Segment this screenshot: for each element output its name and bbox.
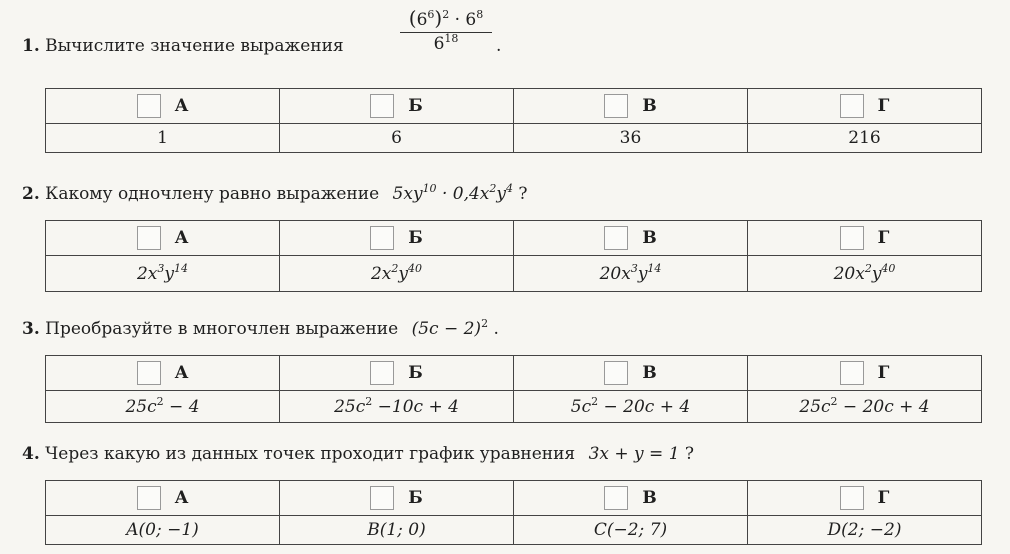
option-g-value: $25c^2 - 20c + 4$ — [748, 391, 982, 423]
checkbox-g[interactable] — [840, 226, 864, 250]
checkbox-g[interactable] — [840, 94, 864, 118]
answer-table-4 — [45, 480, 982, 545]
question-number: 4. — [22, 444, 40, 464]
option-a-header[interactable]: А — [46, 356, 280, 391]
question-text: Через какую из данных точек проходит график уравнения — [45, 444, 576, 464]
checkbox-a[interactable] — [137, 94, 161, 118]
option-v-header[interactable]: В — [514, 221, 748, 256]
fraction-numerator: $(6^6)^2 \cdot 6^8$ — [408, 6, 484, 30]
checkbox-a[interactable] — [137, 486, 161, 510]
option-v-value: $20x^3y^{14}$ — [514, 256, 748, 292]
option-b-header[interactable]: Б — [280, 481, 514, 516]
option-b-value: B(1; 0) — [280, 516, 514, 545]
question-4 — [22, 443, 694, 465]
checkbox-v[interactable] — [604, 226, 628, 250]
option-a-header[interactable]: А — [46, 89, 280, 124]
question-expression: $(5c - 2)^2$ . — [411, 317, 499, 339]
option-b-header[interactable]: Б — [280, 356, 514, 391]
option-b-value: 6 — [280, 124, 514, 153]
checkbox-v[interactable] — [604, 94, 628, 118]
option-v-value: 36 — [514, 124, 748, 153]
answer-table-3 — [45, 355, 982, 423]
checkbox-b[interactable] — [370, 226, 394, 250]
fraction-expression — [398, 6, 494, 54]
option-a-value: $25c^2 - 4$ — [46, 391, 280, 423]
option-v-header[interactable]: В — [514, 89, 748, 124]
option-a-value: $2x^3y^{14}$ — [46, 256, 280, 292]
option-a-header[interactable]: А — [46, 481, 280, 516]
checkbox-g[interactable] — [840, 486, 864, 510]
question-3 — [22, 318, 499, 340]
question-tail: . — [496, 36, 502, 56]
option-v-value: $5c^2 - 20c + 4$ — [514, 391, 748, 423]
checkbox-b[interactable] — [370, 94, 394, 118]
question-2 — [22, 183, 528, 205]
answer-table-2 — [45, 220, 982, 292]
checkbox-a[interactable] — [137, 226, 161, 250]
checkbox-v[interactable] — [604, 486, 628, 510]
option-b-header[interactable]: Б — [280, 221, 514, 256]
question-number: 1. — [22, 36, 40, 56]
question-text: Преобразуйте в многочлен выражение — [45, 319, 399, 339]
answer-table-1 — [45, 88, 982, 153]
checkbox-b[interactable] — [370, 361, 394, 385]
option-a-header[interactable]: А — [46, 221, 280, 256]
option-v-value: C(−2; 7) — [514, 516, 748, 545]
checkbox-v[interactable] — [604, 361, 628, 385]
option-g-header[interactable]: Г — [748, 356, 982, 391]
option-g-header[interactable]: Г — [748, 89, 982, 124]
option-g-value: D(2; −2) — [748, 516, 982, 545]
option-g-value: $20x^2y^{40}$ — [748, 256, 982, 292]
option-g-header[interactable]: Г — [748, 481, 982, 516]
checkbox-b[interactable] — [370, 486, 394, 510]
checkbox-a[interactable] — [137, 361, 161, 385]
option-a-value: 1 — [46, 124, 280, 153]
option-v-header[interactable]: В — [514, 356, 748, 391]
question-text: Вычислите значение выражения — [45, 36, 344, 56]
option-v-header[interactable]: В — [514, 481, 748, 516]
option-b-value: $25c^2 -10c + 4$ — [280, 391, 514, 423]
option-b-header[interactable]: Б — [280, 89, 514, 124]
question-expression: $5xy^{10} \cdot 0,4x^2y^4$ ? — [392, 182, 528, 204]
option-g-value: 216 — [748, 124, 982, 153]
question-text: Какому одночлену равно выражение — [45, 184, 380, 204]
question-number: 2. — [22, 184, 40, 204]
question-expression: 3x + y = 1 ? — [588, 444, 695, 464]
question-1 — [22, 35, 344, 57]
option-g-header[interactable]: Г — [748, 221, 982, 256]
fraction-denominator: $6^{18}$ — [433, 32, 459, 54]
option-b-value: $2x^2y^{40}$ — [280, 256, 514, 292]
question-number: 3. — [22, 319, 40, 339]
checkbox-g[interactable] — [840, 361, 864, 385]
option-a-value: A(0; −1) — [46, 516, 280, 545]
